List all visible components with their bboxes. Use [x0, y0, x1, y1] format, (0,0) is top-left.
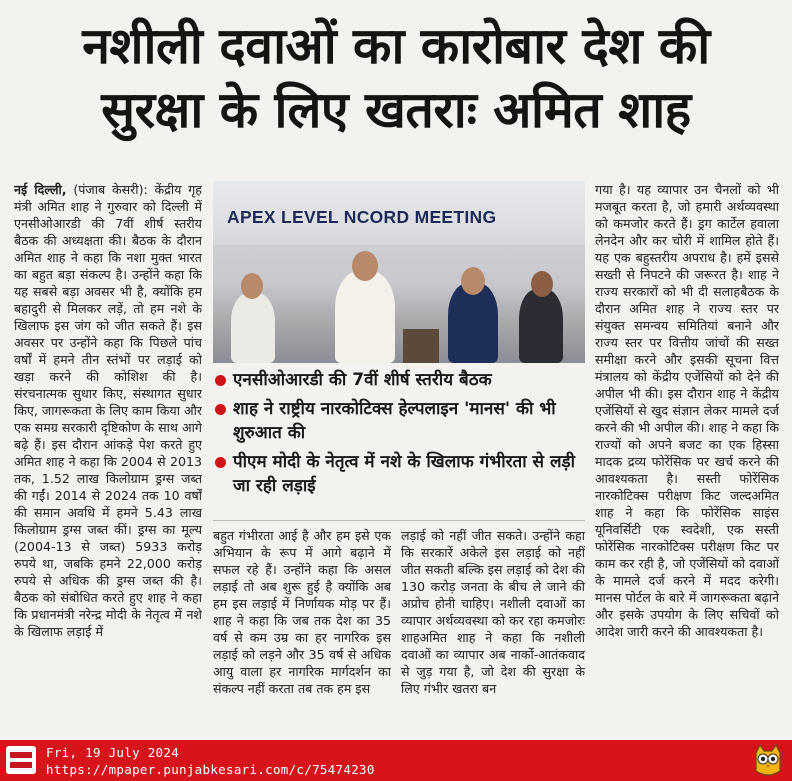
article-column-1 [14, 181, 202, 733]
footer-url-link[interactable]: https://mpaper.punjabkesari.com/c/75474230 [46, 762, 375, 777]
headline-line-2: सुरक्षा के लिए खतराः अमित शाह [101, 81, 691, 139]
bullet-dot-icon [215, 375, 226, 386]
article-column-2 [213, 527, 391, 733]
owl-mascot-icon[interactable] [752, 743, 784, 778]
headline [0, 14, 792, 142]
podium [403, 329, 439, 363]
person-4 [519, 289, 563, 363]
photo-banner-text: APEX LEVEL NCORD MEETING [227, 207, 497, 227]
person-1 [231, 293, 275, 363]
person-3 [448, 283, 498, 363]
person-2 [335, 271, 395, 363]
dateline: नई दिल्ली, [14, 182, 67, 197]
person-2-head [352, 251, 378, 281]
highlights [213, 368, 585, 503]
footer-bar [0, 740, 792, 781]
punjab-kesari-logo-icon[interactable] [6, 746, 36, 774]
highlight-item [213, 450, 585, 498]
article-text-4: गया है। यह व्यापार उन चैनलों को भी मजबूत करता है, जो हमारी अर्थव्यवस्था को कमजोर करते हैं। ड्रग कार्टेल हवाला लेनदेन और कर चोरी में शामिल होते हैं। यह एक बहुस्तरीय अपराध है। हमें इससे सख्ती से निपटने की जरूरत है। शाह ने राज्य सरकारों को भी दी सलाहबैठक के दौरान अमित शाह ने राज्य स्तर पर संयुक्त समन्वय समितियां बनाने और राज्य स्तर पर वित्तीय जांचों की सख्त समीक्षा करने और इसकी सूचना वित्त मंत्रालय को केंद्रीय एजेंसियों को देने की अपील भी की। इस दौरान शाह ने केंद्रीय एजेंसियों से खुद संज्ञान लेकर मामले दर्ज करने की भी अपील की। शाह ने कहा कि राज्यों को अपने बजट का एक हिस्सा मादक द्रव्य फोरेंसिक पर खर्च करने की आवश्यकता है। सस्ती फोरेंसिक नारकोटिक्स परीक्षण किट जल्दअमित शाह ने कहा कि फोरेंसिक साइंस यूनिवर्सिटी एक स्वदेशी, एक सस्ती फोरेंसिक नारकोटिक्स परीक्षण किट पर काम कर रही है, जो एजेंसियों को दवाओं के मामले दर्ज करने में मदद करेगी। मानस पोर्टल के बारे में जागरूकता बढ़ाने और इसके उपयोग के लिए सचिवों को आदेश जारी करने की आवश्यकता है। [595, 182, 779, 639]
meeting-photo [213, 181, 585, 363]
highlight-text: शाह ने राष्ट्रीय नारकोटिक्स हेल्पलाइन 'मानस' की भी शुरुआत की [233, 399, 556, 443]
highlight-item [213, 368, 585, 392]
highlight-text: पीएम मोदी के नेतृत्व में नशे के खिलाफ गंभीरता से लड़ी जा रही लड़ाई [233, 452, 575, 496]
person-3-head [461, 267, 485, 295]
headline-line-1: नशीली दवाओं का कारोबार देश की [82, 17, 710, 75]
article-text-3: लड़ाई को नहीं जीत सकते। उन्होंने कहा कि सरकारें अकेले इस लड़ाई को नहीं जीत सकती बल्कि इस लड़ाई को देश की 130 करोड़ जनता के बीच ले जाने की अप्रोच होनी चाहिए। नशीली दवाओं का व्यापार अर्थव्यवस्था को कर रहा कमजोरः शाहअमित शाह ने कहा कि नशीली दवाओं का व्यापार अब नार्को-आतंकवाद से जुड़ गया है, जो देश की सुरक्षा के लिए गंभीर खतरा बन [401, 528, 585, 696]
bullet-dot-icon [215, 404, 226, 415]
bullet-dot-icon [215, 457, 226, 468]
article-text-2: बहुत गंभीरता आई है और हम इसे एक अभियान के रूप में आगे बढ़ाने में सफल रहे हैं। उन्होंने कहा कि असल लड़ाई तो अब शुरू हुई है क्योंकि अब हम इस लड़ाई में निर्णायक मोड़ पर हैं। शाह ने कहा कि जब तक देश का 35 वर्ष से कम उम्र का हर नागरिक इस लड़ाई को लड़ने और 35 वर्ष से अधिक आयु वाला हर नागरिक मार्गदर्शन का संकल्प नहीं करता तब तक हम इस [213, 528, 391, 696]
article-text-1: (पंजाब केसरी): केंद्रीय गृह मंत्री अमित शाह ने गुरुवार को दिल्ली में एनसीओआरडी की 7वीं शीर्ष स्तरीय बैठक की अध्यक्षता की। बैठक के दौरान अमित शाह ने कहा कि नशा मुक्त भारत का बहुत बड़ा संकल्प है। उन्होंने कहा कि यह सबसे बड़ा अवसर भी है, क्योंकि हम बहादुरी से मिलकर लड़ें, तो हम नशे के खिलाफ इस जंग को जीत सकते हैं। इस अवसर पर उन्होंने कहा कि पिछले पांच वर्षों में हमने तीन स्तंभों पर लड़ाई को खड़ा करने की कोशिश की है। संरचनात्मक सुधार किए, संस्थागत सुधार किए, जागरूकता के लिए काम किया और एक समग्र सरकारी दृष्टिकोण के साथ आगे बढ़े हैं। इस दौरान आंकड़े पेश करते हुए अमित शाह ने कहा कि 2004 से 2013 तक, 1.52 लाख किलोग्राम ड्रग्स जब्त की गईं। 2014 से 2024 तक 10 वर्षों की समान अवधि में हमने 5.43 लाख किलोग्राम ड्रग्स जब्त कीं। ड्रग्स का मूल्य (2004-13 से जब्त) 5933 करोड़ रुपये था, जबकि हमने 22,000 करोड़ रुपये से अधिक की ड्रग्स जब्त की है। बैठक को संबोधित करते हुए शाह ने कहा कि प्रधानमंत्री नरेन्द्र मोदी के नेतृत्व में नशे के खिलाफ लड़ाई में [14, 182, 202, 639]
person-4-head [531, 271, 553, 297]
person-1-head [241, 273, 263, 299]
highlight-item [213, 397, 585, 445]
article-column-3 [401, 527, 585, 733]
highlight-text: एनसीओआरडी की 7वीं शीर्ष स्तरीय बैठक [233, 370, 492, 390]
footer-date: Fri, 19 July 2024 [46, 745, 180, 760]
article-column-4 [595, 181, 779, 733]
section-divider [213, 520, 585, 521]
